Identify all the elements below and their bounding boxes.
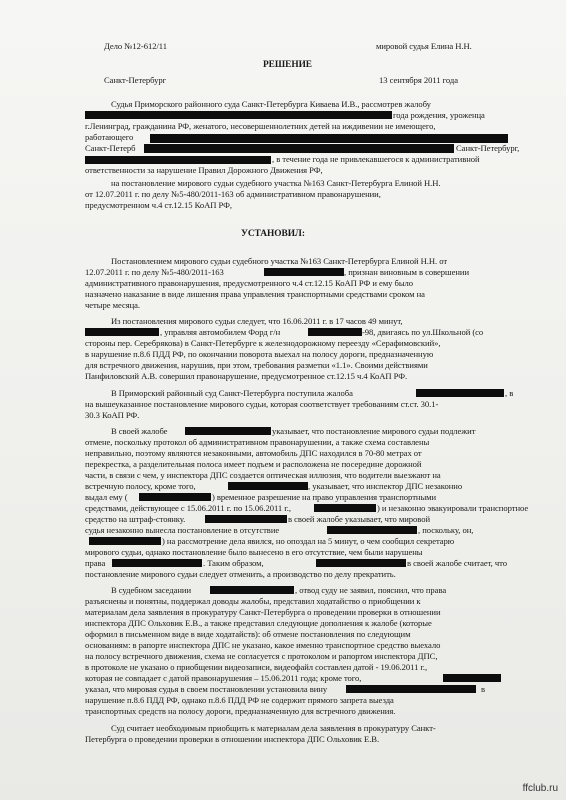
body-line: в нарушение п.8.6 ПДД РФ, по окончании поворота выехал на полосу дороги, предназначенную <box>85 349 434 359</box>
redaction <box>316 559 406 567</box>
body-line: отмене, поскольку протокол об административном правонарушении, а также схема составлены <box>85 437 430 447</box>
body-line: права <box>85 558 106 568</box>
redaction <box>144 144 454 153</box>
watermark: ffclub.ru <box>522 783 558 794</box>
body-line: судья незаконно вынесла постановление в отсутствие <box>85 525 280 535</box>
intro-line: , в течение года не привлекавшегося к административной <box>272 154 480 164</box>
body-line: материалам дела заявления в прокуратуру Санкт-Петербурга о проведении проверки в отношении <box>85 607 441 617</box>
intro-line: Санкт-Петерб <box>85 143 136 153</box>
redaction <box>185 427 271 435</box>
body-line: инспектора ДПС Ольховик Е.В., а также представил следующие дополнения к жалобе (которые <box>85 618 432 628</box>
intro-line: г.Ленинград, гражданина РФ, женатого, несовершеннолетних детей на иждивении не имеющего, <box>85 121 436 131</box>
body-line: , указывает, что инспектор ДПС незаконно <box>308 481 463 491</box>
redaction <box>85 328 159 336</box>
body-line: , поскольку, он, <box>418 525 474 535</box>
redaction <box>150 134 508 143</box>
body-line: мирового судьи, однако постановление было вынесено в его отсутствие, чем были нарушены <box>85 547 423 557</box>
redaction <box>264 268 344 276</box>
intro-line: работающего <box>85 132 134 142</box>
body-line: в своей жалобе считает, что <box>407 558 507 568</box>
body-line: постановление мирового судьи следует отменить, а производство по делу прекратить. <box>85 569 396 579</box>
body-line: В своей жалобе <box>111 426 168 436</box>
intro-line: года рождения, уроженца <box>393 110 485 120</box>
judge-name: мировой судья Елина Н.Н. <box>376 41 472 51</box>
body-line: для встречного движения, нарушив, при этом, требования разметки «1.1». Своими действиями <box>85 360 428 370</box>
body-line: Суд считает необходимым приобщить к материалам дела заявления в прокуратуру Санкт- <box>111 723 436 733</box>
body-line: стороны пер. Серебрякова) в Санкт-Петербурге к железнодорожному переезду «Серафимовский», <box>85 338 441 348</box>
body-line: административного правонарушения, предусмотренного ч.4 ст.12.15 КоАП РФ и ему было <box>85 278 414 288</box>
body-line: указал, что мировая судья в своем постановлении установила вину <box>85 684 328 694</box>
intro-line: Санкт-Петербург, <box>456 143 520 153</box>
body-line: неправильно, поэтому являются незаконными, автомобиль ДПС находился в 70-80 метрах от <box>85 448 422 458</box>
body-line: указывает, что постановление мирового судьи подлежит <box>272 426 476 436</box>
body-line: В судебном заседании <box>111 585 192 595</box>
redaction <box>139 493 211 501</box>
intro-line: ответственности за нарушение Правил Дорожного Движения РФ, <box>85 165 323 175</box>
body-line: выдал ему ( <box>85 492 128 502</box>
body-line: нарушение п.8.6 ПДД РФ, однако п.8.6 ПДД РФ не содержит прямого запрета выезда <box>85 695 394 705</box>
intro-line: Судья Приморского районного суда Санкт-Петербурга Киваева И.В., рассмотрев жалобу <box>111 99 431 109</box>
body-line: оформил в письменном виде в виде ходатайств): об отмене постановления по следующим <box>85 629 411 639</box>
body-line: части, в связи с чем, у инспектора ДПС создается оптическая иллюзия, что водители выезжают на <box>85 470 441 480</box>
body-line: транспортных средств на полосу дороги, предназначенную для встречного движения. <box>85 706 396 716</box>
body-line: четыре месяца. <box>85 300 141 310</box>
redaction <box>443 674 501 682</box>
body-line: встречную полосу, кроме того, <box>85 481 196 491</box>
body-line: на вышеуказанное постановление мирового судьи, которая соответствует требованиям ст.ст. 30.1- <box>85 399 439 409</box>
document-title: РЕШЕНИЕ <box>263 60 313 70</box>
redaction <box>89 537 161 545</box>
body-line: перекрестка, а разделительная полоса имеет подъем и расположена не посередине дорожной <box>85 459 422 469</box>
intro-line: на постановление мирового судьи судебного участка №163 Санкт-Петербурга Елиной Н.Н. <box>111 178 441 188</box>
body-line: 30.3 КоАП РФ. <box>85 410 140 420</box>
redaction <box>205 515 287 523</box>
body-line: , в <box>505 388 514 398</box>
body-line: средствами, действующее с 15.06.2011 г. по 15.06.2011 г., <box>85 503 291 513</box>
body-line: в протоколе не указано о приобщении видеозаписи, видеофайл составлен датой - 19.06.2011 г., <box>85 662 428 672</box>
body-line: ) и незаконно эвакуировали транспортное <box>377 503 529 513</box>
body-line: , управляя автомобилем Форд г/н <box>160 327 281 337</box>
redaction <box>416 389 504 397</box>
body-line: Петербурга о проведении проверки в отношении инспектора ДПС Ольховик Е.В. <box>85 734 380 744</box>
body-line: ) временное разрешение на право управления транспортными <box>212 492 437 502</box>
body-line: Из постановления мирового судьи следует, что 16.06.2011 г. в 17 часов 49 минут, <box>111 316 403 326</box>
body-line: , отвод суду не заявил, пояснил, что права <box>295 585 447 595</box>
established-heading: УСТАНОВИЛ: <box>241 229 305 239</box>
redaction <box>228 482 308 490</box>
body-line: которая не совпадает с датой правонарушения – 15.06.2011 года; кроме того, <box>85 673 362 683</box>
body-line: Постановлением мирового судьи судебного участка №163 Санкт-Петербурга Елиной Н.Н. от <box>111 256 448 266</box>
redaction <box>210 586 294 594</box>
intro-line: предусмотренном ч.4 ст.12.15 КоАП РФ, <box>85 200 232 210</box>
body-line: В Приморский районный суд Санкт-Петербурга поступила жалоба <box>111 388 353 398</box>
intro-line: от 12.07.2011 г. по делу №5-480/2011-163 об административном правонарушении, <box>85 189 381 199</box>
date: 13 сентября 2011 года <box>379 75 458 85</box>
body-line: на полосу встречного движения, схема не согласуется с протоколом и рапортом инспектора ДПС, <box>85 651 438 661</box>
body-line: , признан виновным в совершении <box>344 267 470 277</box>
body-line: ) на рассмотрение дела явился, но опоздал на 5 минут, о чем сообщил секретарю <box>162 536 455 546</box>
redaction <box>112 559 202 567</box>
redaction <box>85 156 271 164</box>
body-line: средство на штраф-стоянку. <box>85 514 186 524</box>
body-line: разъяснены и понятны, поддержал доводы жалобы, представил ходатайство о приобщении к <box>85 596 421 606</box>
redaction <box>327 526 417 534</box>
body-line: назначено наказание в виде лишения права управления транспортными средствами сроком на <box>85 289 425 299</box>
body-line: в своей жалобе указывает, что мировой <box>288 514 431 524</box>
body-line: 12.07.2011 г. по делу №5-480/2011-163 <box>85 267 224 277</box>
redaction <box>314 504 376 512</box>
city: Санкт-Петербург <box>104 75 167 85</box>
redaction <box>85 111 392 119</box>
body-line: основаниям: в рапорте инспектора ДПС не указано, какое именно транспортное средство выехало <box>85 640 441 650</box>
body-line: . Таким образом, <box>203 558 264 568</box>
redaction <box>308 328 362 336</box>
body-line: -98, двигаясь по ул.Школьной (со <box>362 327 484 337</box>
body-line: в <box>481 684 486 694</box>
case-number: Дело №12-612/11 <box>104 41 167 51</box>
redaction <box>346 685 476 693</box>
body-line: Панфиловский А.В. совершил правонарушение, предусмотренное ст.12.15 ч.4 КоАП РФ. <box>85 371 408 381</box>
